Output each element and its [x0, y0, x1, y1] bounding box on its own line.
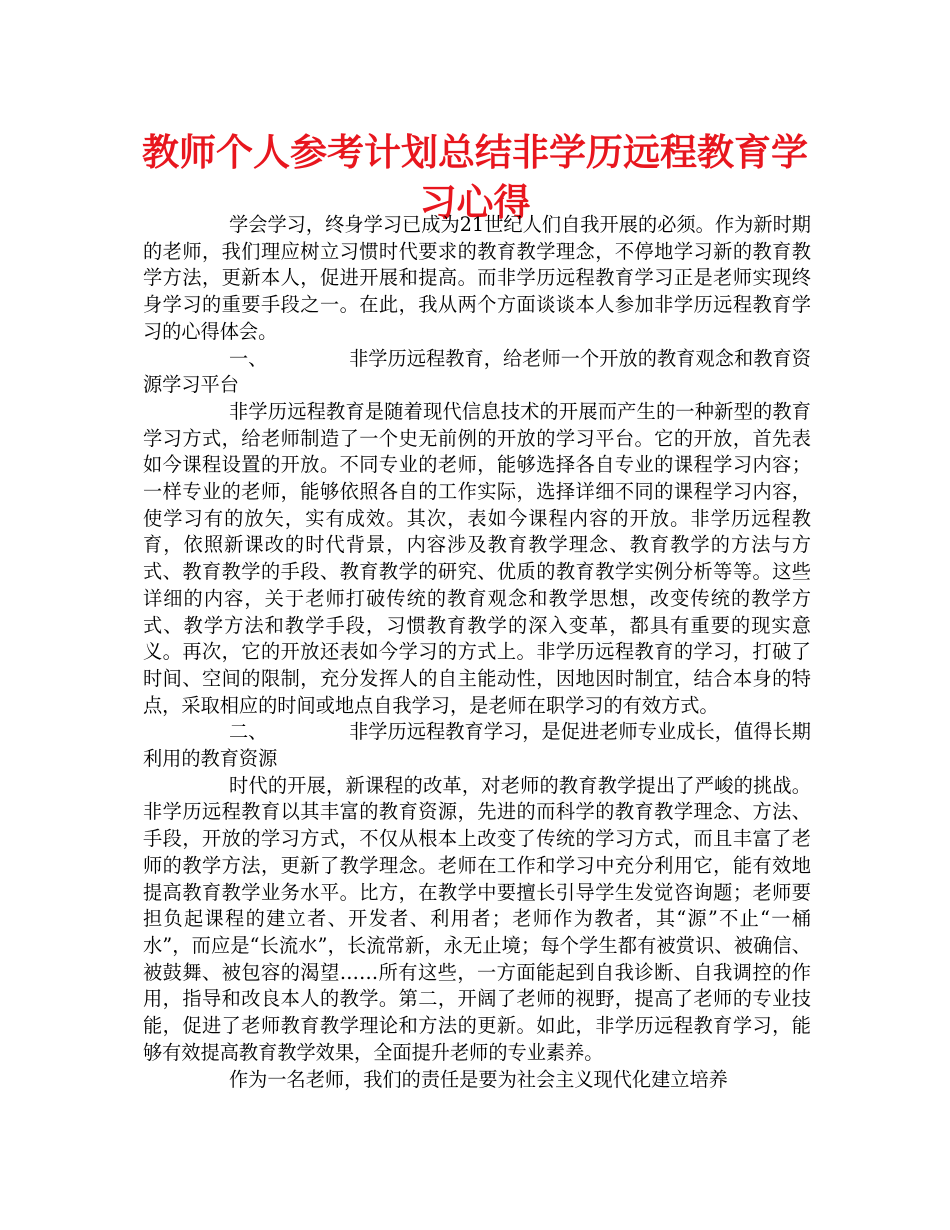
- document-body: [143, 212, 811, 1093]
- section-heading-2-text: 非学历远程教育学习，是促进老师专业成长，值得长期利用的教育资源: [143, 720, 811, 771]
- paragraph-closing: 作为一名老师，我们的责任是要为社会主义现代化建立培养: [229, 1067, 728, 1091]
- paragraph-section-1: 非学历远程教育是随着现代信息技术的开展而产生的一种新型的教育学习方式，给老师制造了一个史无前例的开放的学习平台。它的开放，首先表如今课程设置的开放。不同专业的老师，能够选择各自专业的课程学习内容；一样专业的老师，能够依照各自的工作实际，选择详细不同的课程学习内容，使学习有的放矢，实有成效。其次，表如今课程内容的开放。非学历远程教育，依照新课改的时代背景，内容涉及教育教学理念、教育教学的方法与方式、教育教学的手段、教育教学的研究、优质的教育教学实例分析等等。这些详细的内容，关于老师打破传统的教育观念和教学思想，改变传统的教学方式、教学方法和教学手段，习惯教育教学的深入变革，都具有重要的现实意义。再次，它的开放还表如今学习的方式上。非学历远程教育的学习，打破了时间、空间的限制，充分发挥人的自主能动性，因地因时制宜，结合本身的特点，采取相应的时间或地点自我学习，是老师在职学习的有效方式。: [143, 399, 811, 717]
- section-heading-1: [143, 346, 811, 399]
- paragraph-section-2: 时代的开展，新课程的改革，对老师的教育教学提出了严峻的挑战。非学历远程教育以其丰富的教育资源，先进的而科学的教育教学理念、方法、手段，开放的学习方式，不仅从根本上改变了传统的学习方式，而且丰富了老师的教学方法，更新了教学理念。老师在工作和学习中充分利用它，能有效地提高教育教学业务水平。比方，在教学中要擅长引导学生发觉咨询题；老师要担负起课程的建立者、开发者、利用者；老师作为教者，其“源”不止“一桶水”，而应是“长流水”，长流常新，永无止境；每个学生都有被赏识、被确信、被鼓舞、被包容的渴望……所有这些，一方面能起到自我诊断、自我调控的作用，指导和改良本人的教学。第二，开阔了老师的视野，提高了老师的专业技能，促进了老师教育教学理论和方法的更新。如此，非学历远程教育学习，能够有效提高教育教学效果，全面提升老师的专业素养。: [143, 773, 811, 1064]
- section-heading-1-text: 非学历远程教育，给老师一个开放的教育观念和教育资源学习平台: [143, 346, 811, 397]
- paragraph-intro: 学会学习，终身学习已成为21世纪人们自我开展的必须。作为新时期的老师，我们理应树立习惯时代要求的教育教学理念，不停地学习新的教育教学方法，更新本人，促进开展和提高。而非学历远程教育学习正是老师实现终身学习的重要手段之一。在此，我从两个方面谈谈本人参加非学历远程教育学习的心得体会。: [143, 213, 811, 343]
- document-title: 教师个人参考计划总结非学历远程教育学习心得: [142, 131, 808, 224]
- section-heading-2: [143, 719, 811, 772]
- section-number-1: 一、: [229, 346, 268, 370]
- section-number-2: 二、: [229, 720, 268, 744]
